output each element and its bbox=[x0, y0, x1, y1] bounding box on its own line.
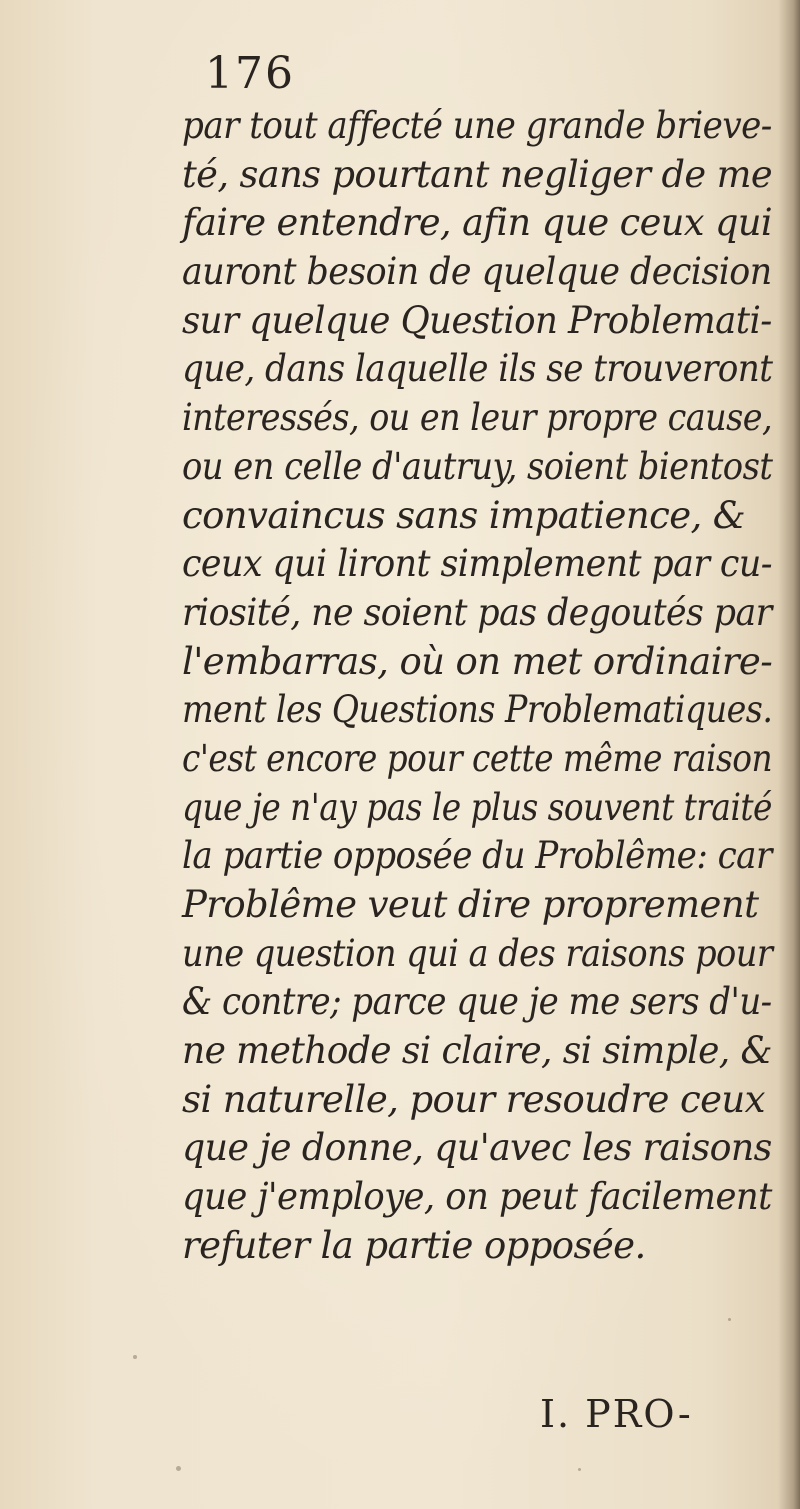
text-line: que, dans laquelle ils se trouveront bbox=[182, 347, 773, 391]
page-edge-shadow bbox=[778, 0, 800, 1509]
page-number: 176 bbox=[205, 48, 295, 99]
text-line: la partie opposée du Problême: car bbox=[182, 834, 772, 878]
paper-speck bbox=[133, 1355, 137, 1359]
text-line: par tout affecté une grande brieve- bbox=[182, 104, 772, 147]
paper-speck bbox=[176, 1466, 181, 1471]
text-line: une question qui a des raisons pour bbox=[182, 931, 773, 975]
text-line: interessés, ou en leur propre cause, bbox=[182, 396, 773, 440]
body-text bbox=[182, 102, 772, 1271]
text-line: convaincus sans impatience, & bbox=[182, 493, 746, 537]
text-line: que je donne, qu'avec les raisons bbox=[182, 1126, 772, 1170]
text-line: que j'employe, on peut facilement bbox=[182, 1175, 772, 1219]
text-line: ne methode si claire, si simple, & bbox=[182, 1029, 772, 1073]
text-line: refuter la partie opposée. bbox=[182, 1223, 646, 1267]
text-line: faire entendre, afin que ceux qui bbox=[182, 201, 773, 245]
text-line: riosité, ne soient pas degoutés par bbox=[182, 590, 772, 634]
catchword: I. PRO- bbox=[540, 1392, 693, 1436]
text-line: si naturelle, pour resoudre ceux bbox=[182, 1077, 765, 1121]
text-line: ment les Questions Problematiques. bbox=[182, 688, 773, 732]
text-line: ou en celle d'autruy, soient bientost bbox=[182, 444, 773, 488]
text-line: & contre; parce que je me sers d'u- bbox=[182, 980, 772, 1024]
text-line: que je n'ay pas le plus souvent traité bbox=[182, 785, 772, 829]
text-line: c'est encore pour cette même raison bbox=[182, 736, 773, 780]
text-line: l'embarras, où on met ordinaire- bbox=[182, 639, 773, 683]
paper-speck bbox=[578, 1468, 581, 1471]
text-line: té, sans pourtant negliger de me bbox=[182, 152, 773, 196]
paper-speck bbox=[728, 1318, 731, 1321]
text-line: auront besoin de quelque decision bbox=[182, 250, 772, 294]
text-line: ceux qui liront simplement par cu- bbox=[182, 542, 772, 586]
text-line: sur quelque Question Problemati- bbox=[182, 298, 772, 342]
text-line: Problême veut dire proprement bbox=[182, 883, 759, 926]
